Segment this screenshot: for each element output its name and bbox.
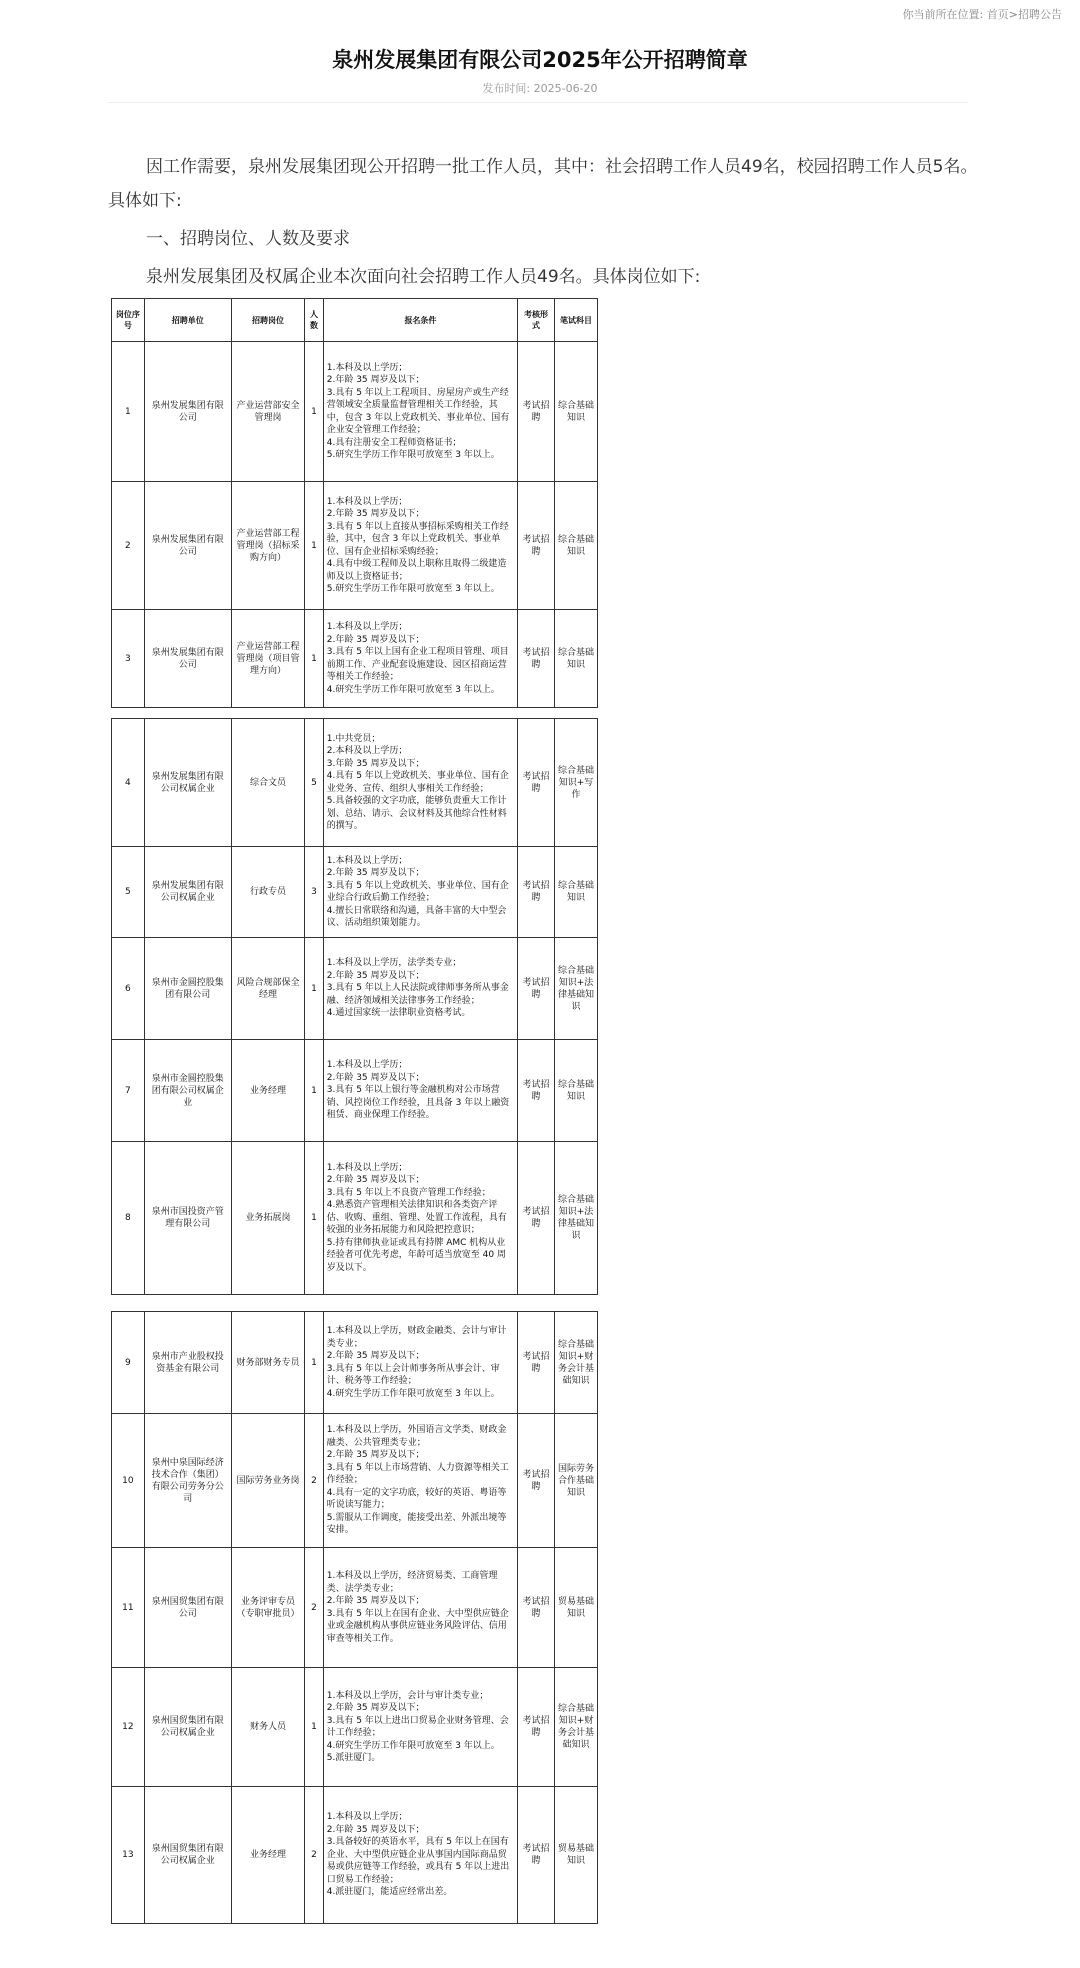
cell-requirements bbox=[323, 1548, 517, 1668]
jobs-table-section bbox=[111, 718, 598, 1295]
cell-post-name: 产业运营部工程管理岗（项目管理方向） bbox=[231, 610, 305, 708]
requirement-line: 1.本科及以上学历，法学类专业； bbox=[326, 958, 462, 969]
column-header-exam: 考核形式 bbox=[518, 299, 555, 342]
requirement-line: 1.本科及以上学历； bbox=[326, 1162, 408, 1173]
cell-assessment: 考试招聘 bbox=[518, 1668, 555, 1787]
table-row bbox=[112, 847, 598, 938]
cell-hiring-unit: 泉州市金圆控股集团有限公司 bbox=[144, 938, 231, 1040]
column-header-req: 报名条件 bbox=[323, 299, 517, 342]
cell-assessment: 考试招聘 bbox=[518, 482, 555, 610]
cell-assessment: 考试招聘 bbox=[518, 1548, 555, 1668]
requirement-line: 1.本科及以上学历； bbox=[326, 855, 408, 866]
column-header-no: 岗位序号 bbox=[112, 299, 145, 342]
cell-requirements bbox=[323, 342, 517, 482]
cell-headcount: 1 bbox=[305, 1142, 323, 1295]
cell-post-name: 行政专员 bbox=[231, 847, 305, 938]
cell-exam-subject: 贸易基础知识 bbox=[554, 1787, 597, 1924]
cell-post-number: 12 bbox=[112, 1668, 145, 1787]
requirement-line: 1.本科及以上学历； bbox=[326, 1060, 408, 1071]
requirement-line: 2.年龄 35 周岁及以下； bbox=[326, 868, 425, 878]
cell-requirements bbox=[323, 1787, 517, 1924]
cell-exam-subject: 国际劳务合作基础知识 bbox=[554, 1414, 597, 1548]
cell-headcount: 2 bbox=[305, 1414, 323, 1548]
column-header-post: 招聘岗位 bbox=[231, 299, 305, 342]
requirement-line: 4.研究生学历工作年限可放宽至 3 年以上。 bbox=[326, 1388, 500, 1399]
jobs-table-section bbox=[111, 1311, 598, 1924]
cell-exam-subject: 综合基础知识+财务会计基础知识 bbox=[554, 1312, 597, 1414]
cell-headcount: 1 bbox=[305, 1040, 323, 1142]
cell-headcount: 2 bbox=[305, 1787, 323, 1924]
requirement-line: 2.年龄 35 周岁及以下； bbox=[326, 1175, 425, 1186]
cell-post-number: 4 bbox=[112, 719, 145, 847]
cell-hiring-unit: 泉州市金圆控股集团有限公司权属企业 bbox=[144, 1040, 231, 1142]
requirement-line: 4.具有中级工程师及以上职称且取得二级建造师及以上资格证书； bbox=[326, 559, 507, 582]
table-row bbox=[112, 1414, 598, 1548]
cell-headcount: 1 bbox=[305, 1312, 323, 1414]
requirement-line: 3.具有 5 年以上进出口贸易企业财务管理、会计工作经验； bbox=[326, 1715, 509, 1738]
cell-post-name: 风险合规部保全经理 bbox=[231, 938, 305, 1040]
cell-post-number: 6 bbox=[112, 938, 145, 1040]
cell-post-number: 1 bbox=[112, 342, 145, 482]
cell-post-number: 5 bbox=[112, 847, 145, 938]
requirement-line: 1.本科及以上学历； bbox=[326, 362, 408, 373]
cell-requirements bbox=[323, 847, 517, 938]
requirement-line: 5.研究生学历工作年限可放宽至 3 年以上。 bbox=[326, 450, 500, 460]
cell-post-name: 国际劳务业务岗 bbox=[231, 1414, 305, 1548]
requirement-line: 3.具有 5 年以上党政机关、事业单位、国有企业综合行政后勤工作经验； bbox=[326, 880, 509, 903]
requirement-line: 3.具有 5 年以上在国有企业、大中型供应链企业或金融机构从事供应链业务风险评估、信用审查等相关工作。 bbox=[326, 1608, 509, 1644]
requirement-line: 3.具有 5 年以上银行等金融机构对公市场营销、风控岗位工作经验，且具备 3 年以上融资租赁、商业保理工作经验。 bbox=[326, 1085, 510, 1121]
cell-assessment: 考试招聘 bbox=[518, 719, 555, 847]
cell-exam-subject: 综合基础知识 bbox=[554, 610, 597, 708]
requirement-line: 1.本科及以上学历，外国语言文学类、财政金融类、公共管理类专业； bbox=[326, 1425, 507, 1448]
requirement-line: 2.年龄 35 周岁及以下； bbox=[326, 1450, 425, 1461]
cell-post-name: 产业运营部工程管理岗（招标采购方向） bbox=[231, 482, 305, 610]
requirement-line: 2.年龄 35 周岁及以下； bbox=[326, 1351, 425, 1361]
requirement-line: 3.具有 5 年以上会计师事务所从事会计、审计、税务等工作经验； bbox=[326, 1363, 500, 1386]
intro-paragraph: 因工作需要，泉州发展集团现公开招聘一批工作人员，其中：社会招聘工作人员49名，校园招聘工作人员5名。具体如下: bbox=[108, 157, 978, 211]
cell-assessment: 考试招聘 bbox=[518, 938, 555, 1040]
requirement-line: 5.派驻厦门。 bbox=[326, 1753, 381, 1763]
cell-post-name: 综合文员 bbox=[231, 719, 305, 847]
table-row bbox=[112, 342, 598, 482]
cell-headcount: 3 bbox=[305, 847, 323, 938]
requirement-line: 4.研究生学历工作年限可放宽至 3 年以上。 bbox=[326, 1740, 500, 1751]
requirement-line: 2.年龄 35 周岁及以下； bbox=[326, 1596, 425, 1606]
cell-headcount: 1 bbox=[305, 938, 323, 1040]
cell-hiring-unit: 泉州发展集团有限公司 bbox=[144, 342, 231, 482]
breadcrumb-prefix: 你当前所在位置: bbox=[902, 8, 984, 21]
requirement-line: 1.中共党员； bbox=[326, 733, 381, 744]
requirement-line: 4.具有注册安全工程师资格证书； bbox=[326, 437, 462, 448]
table-row bbox=[112, 1040, 598, 1142]
publish-date: 发布时间: 2025-06-20 bbox=[482, 82, 598, 95]
cell-exam-subject: 综合基础知识+法律基础知识 bbox=[554, 1142, 597, 1295]
cell-requirements bbox=[323, 1312, 517, 1414]
requirement-line: 2.年龄 35 周岁及以下； bbox=[326, 375, 425, 385]
cell-assessment: 考试招聘 bbox=[518, 847, 555, 938]
cell-post-name: 产业运营部安全管理岗 bbox=[231, 342, 305, 482]
requirement-line: 2.年龄 35 周岁及以下； bbox=[326, 1072, 425, 1083]
cell-post-name: 财务部财务专员 bbox=[231, 1312, 305, 1414]
requirement-line: 4.派驻厦门，能适应经常出差。 bbox=[326, 1887, 453, 1898]
cell-headcount: 1 bbox=[305, 342, 323, 482]
requirement-line: 2.年龄 35 周岁及以下； bbox=[326, 1824, 425, 1835]
header-divider bbox=[108, 102, 968, 103]
requirement-line: 2.年龄 35 周岁及以下； bbox=[326, 970, 425, 981]
cell-headcount: 5 bbox=[305, 719, 323, 847]
cell-assessment: 考试招聘 bbox=[518, 342, 555, 482]
cell-post-number: 7 bbox=[112, 1040, 145, 1142]
breadcrumb bbox=[903, 6, 1062, 22]
requirement-line: 3.具有 5 年以上人民法院或律师事务所从事金融、经济领域相关法律事务工作经验； bbox=[326, 983, 509, 1006]
requirement-line: 2.年龄 35 周岁及以下； bbox=[326, 509, 425, 519]
table-row bbox=[112, 938, 598, 1040]
cell-headcount: 1 bbox=[305, 482, 323, 610]
cell-headcount: 1 bbox=[305, 610, 323, 708]
requirement-line: 1.本科及以上学历； bbox=[326, 1812, 408, 1823]
requirement-line: 5.持有律师执业证或具有持牌 AMC 机构从业经验者可优先考虑，年龄可适当放宽至 40 周岁及以下。 bbox=[326, 1237, 506, 1273]
cell-hiring-unit: 泉州发展集团有限公司权属企业 bbox=[144, 719, 231, 847]
table-row bbox=[112, 610, 598, 708]
cell-exam-subject: 综合基础知识+财务会计基础知识 bbox=[554, 1668, 597, 1787]
cell-hiring-unit: 泉州市产业股权投资基金有限公司 bbox=[144, 1312, 231, 1414]
requirement-line: 3.具有 5 年以上国有企业工程项目管理、项目前期工作、产业配套设施建设、园区招商运营等相关工作经验； bbox=[326, 647, 509, 682]
table-row bbox=[112, 1548, 598, 1668]
cell-assessment: 考试招聘 bbox=[518, 1040, 555, 1142]
table-row bbox=[112, 719, 598, 847]
cell-exam-subject: 综合基础知识+写作 bbox=[554, 719, 597, 847]
cell-requirements bbox=[323, 482, 517, 610]
column-header-subject: 笔试科目 bbox=[554, 299, 597, 342]
cell-requirements bbox=[323, 610, 517, 708]
cell-requirements bbox=[323, 1142, 517, 1295]
cell-assessment: 考试招聘 bbox=[518, 610, 555, 708]
requirement-line: 5.需服从工作调度，能接受出差、外派出境等安排。 bbox=[326, 1512, 507, 1536]
cell-requirements bbox=[323, 719, 517, 847]
breadcrumb-current-link[interactable]: 招聘公告 bbox=[1018, 8, 1062, 21]
cell-assessment: 考试招聘 bbox=[518, 1787, 555, 1924]
requirement-line: 4.擅长日常联络和沟通，具备丰富的大中型会议、活动组织策划能力。 bbox=[326, 905, 507, 928]
cell-assessment: 考试招聘 bbox=[518, 1312, 555, 1414]
section-paragraph: 泉州发展集团及权属企业本次面向社会招聘工作人员49名。具体岗位如下: bbox=[146, 267, 701, 287]
requirement-line: 3.具有 5 年以上直接从事招标采购相关工作经验，其中，包含 3 年以上党政机关、事业单位、国有企业招标采购经验； bbox=[326, 521, 509, 557]
requirement-line: 1.本科及以上学历，会计与审计类专业； bbox=[326, 1690, 489, 1701]
cell-assessment: 考试招聘 bbox=[518, 1142, 555, 1295]
requirement-line: 1.本科及以上学历，财政金融类、会计与审计类专业； bbox=[326, 1326, 507, 1349]
requirement-line: 2.年龄 35 周岁及以下； bbox=[326, 634, 425, 645]
cell-post-number: 13 bbox=[112, 1787, 145, 1924]
cell-assessment: 考试招聘 bbox=[518, 1414, 555, 1548]
breadcrumb-separator: > bbox=[1008, 8, 1018, 21]
requirement-line: 3.年龄 35 周岁及以下； bbox=[326, 758, 425, 769]
cell-headcount: 1 bbox=[305, 1668, 323, 1787]
cell-hiring-unit: 泉州国贸集团有限公司 bbox=[144, 1548, 231, 1668]
table-row bbox=[112, 1668, 598, 1787]
cell-hiring-unit: 泉州发展集团有限公司权属企业 bbox=[144, 847, 231, 938]
cell-post-number: 11 bbox=[112, 1548, 145, 1668]
column-header-count: 人数 bbox=[305, 299, 323, 342]
table-row bbox=[112, 1312, 598, 1414]
requirement-line: 3.具有 5 年以上工程项目、房屋房产或生产经营领域安全质量监督管理相关工作经验，其中，包含 3 年以上党政机关、事业单位、国有企业安全管理工作经验； bbox=[326, 387, 510, 435]
cell-requirements bbox=[323, 938, 517, 1040]
cell-requirements bbox=[323, 1414, 517, 1548]
cell-hiring-unit: 泉州发展集团有限公司 bbox=[144, 610, 231, 708]
cell-post-number: 10 bbox=[112, 1414, 145, 1548]
cell-requirements bbox=[323, 1668, 517, 1787]
requirement-line: 2.本科及以上学历； bbox=[326, 746, 408, 756]
cell-hiring-unit: 泉州市国投资产管理有限公司 bbox=[144, 1142, 231, 1295]
cell-exam-subject: 综合基础知识+法律基础知识 bbox=[554, 938, 597, 1040]
requirement-line: 5.具备较强的文字功底，能够负责重大工作计划、总结、请示、会议材料及其他综合性材料的撰写。 bbox=[326, 796, 507, 831]
cell-hiring-unit: 泉州中泉国际经济技术合作（集团）有限公司劳务分公司 bbox=[144, 1414, 231, 1548]
requirement-line: 4.熟悉资产管理相关法律知识和各类资产评估、收购、重组、管理、处置工作流程，具有较强的业务拓展能力和风险把控意识； bbox=[326, 1200, 507, 1236]
cell-exam-subject: 综合基础知识 bbox=[554, 1040, 597, 1142]
requirement-line: 4.通过国家统一法律职业资格考试。 bbox=[326, 1008, 471, 1019]
cell-post-name: 业务经理 bbox=[231, 1040, 305, 1142]
table-row bbox=[112, 1787, 598, 1924]
breadcrumb-home-link[interactable]: 首页 bbox=[986, 8, 1009, 21]
requirement-line: 3.具有 5 年以上不良资产管理工作经验； bbox=[326, 1187, 491, 1198]
requirement-line: 5.研究生学历工作年限可放宽至 3 年以上。 bbox=[326, 584, 500, 594]
cell-post-number: 8 bbox=[112, 1142, 145, 1295]
requirement-line: 4.研究生学历工作年限可放宽至 3 年以上。 bbox=[326, 684, 500, 695]
cell-post-number: 2 bbox=[112, 482, 145, 610]
cell-post-name: 业务拓展岗 bbox=[231, 1142, 305, 1295]
requirement-line: 3.具有 5 年以上市场营销、人力资源等相关工作经验； bbox=[326, 1462, 509, 1486]
requirement-line: 1.本科及以上学历； bbox=[326, 496, 408, 507]
section-heading: 一、招聘岗位、人数及要求 bbox=[146, 229, 350, 249]
cell-hiring-unit: 泉州发展集团有限公司 bbox=[144, 482, 231, 610]
cell-hiring-unit: 泉州国贸集团有限公司权属企业 bbox=[144, 1668, 231, 1787]
requirement-line: 3.具备较好的英语水平，具有 5 年以上在国有企业、大中型供应链企业从事国内国际商品贸易或供应链等工作经验，或具有 5 年以上进出口贸易工作经验； bbox=[326, 1837, 510, 1885]
table-row bbox=[112, 482, 598, 610]
cell-post-number: 3 bbox=[112, 610, 145, 708]
cell-headcount: 2 bbox=[305, 1548, 323, 1668]
requirement-line: 4.具有一定的文字功底，较好的英语、粤语等听说读写能力； bbox=[326, 1487, 507, 1511]
column-header-unit: 招聘单位 bbox=[144, 299, 231, 342]
requirement-line: 2.年龄 35 周岁及以下； bbox=[326, 1703, 425, 1713]
requirement-line: 1.本科及以上学历，经济贸易类、工商管理类、法学类专业； bbox=[326, 1571, 498, 1594]
cell-exam-subject: 综合基础知识 bbox=[554, 482, 597, 610]
requirement-line: 1.本科及以上学历； bbox=[326, 622, 408, 632]
cell-exam-subject: 综合基础知识 bbox=[554, 342, 597, 482]
cell-exam-subject: 贸易基础知识 bbox=[554, 1548, 597, 1668]
cell-post-name: 业务经理 bbox=[231, 1787, 305, 1924]
cell-post-name: 财务人员 bbox=[231, 1668, 305, 1787]
cell-requirements bbox=[323, 1040, 517, 1142]
table-row bbox=[112, 1142, 598, 1295]
page-title: 泉州发展集团有限公司2025年公开招聘简章 bbox=[332, 48, 748, 72]
table-header-row bbox=[112, 299, 598, 342]
cell-hiring-unit: 泉州国贸集团有限公司权属企业 bbox=[144, 1787, 231, 1924]
cell-post-name: 业务评审专员（专职审批员） bbox=[231, 1548, 305, 1668]
jobs-table-section bbox=[111, 298, 598, 708]
requirement-line: 4.具有 5 年以上党政机关、事业单位、国有企业党务、宣传、组织人事相关工作经验； bbox=[326, 771, 509, 794]
cell-post-number: 9 bbox=[112, 1312, 145, 1414]
cell-exam-subject: 综合基础知识 bbox=[554, 847, 597, 938]
